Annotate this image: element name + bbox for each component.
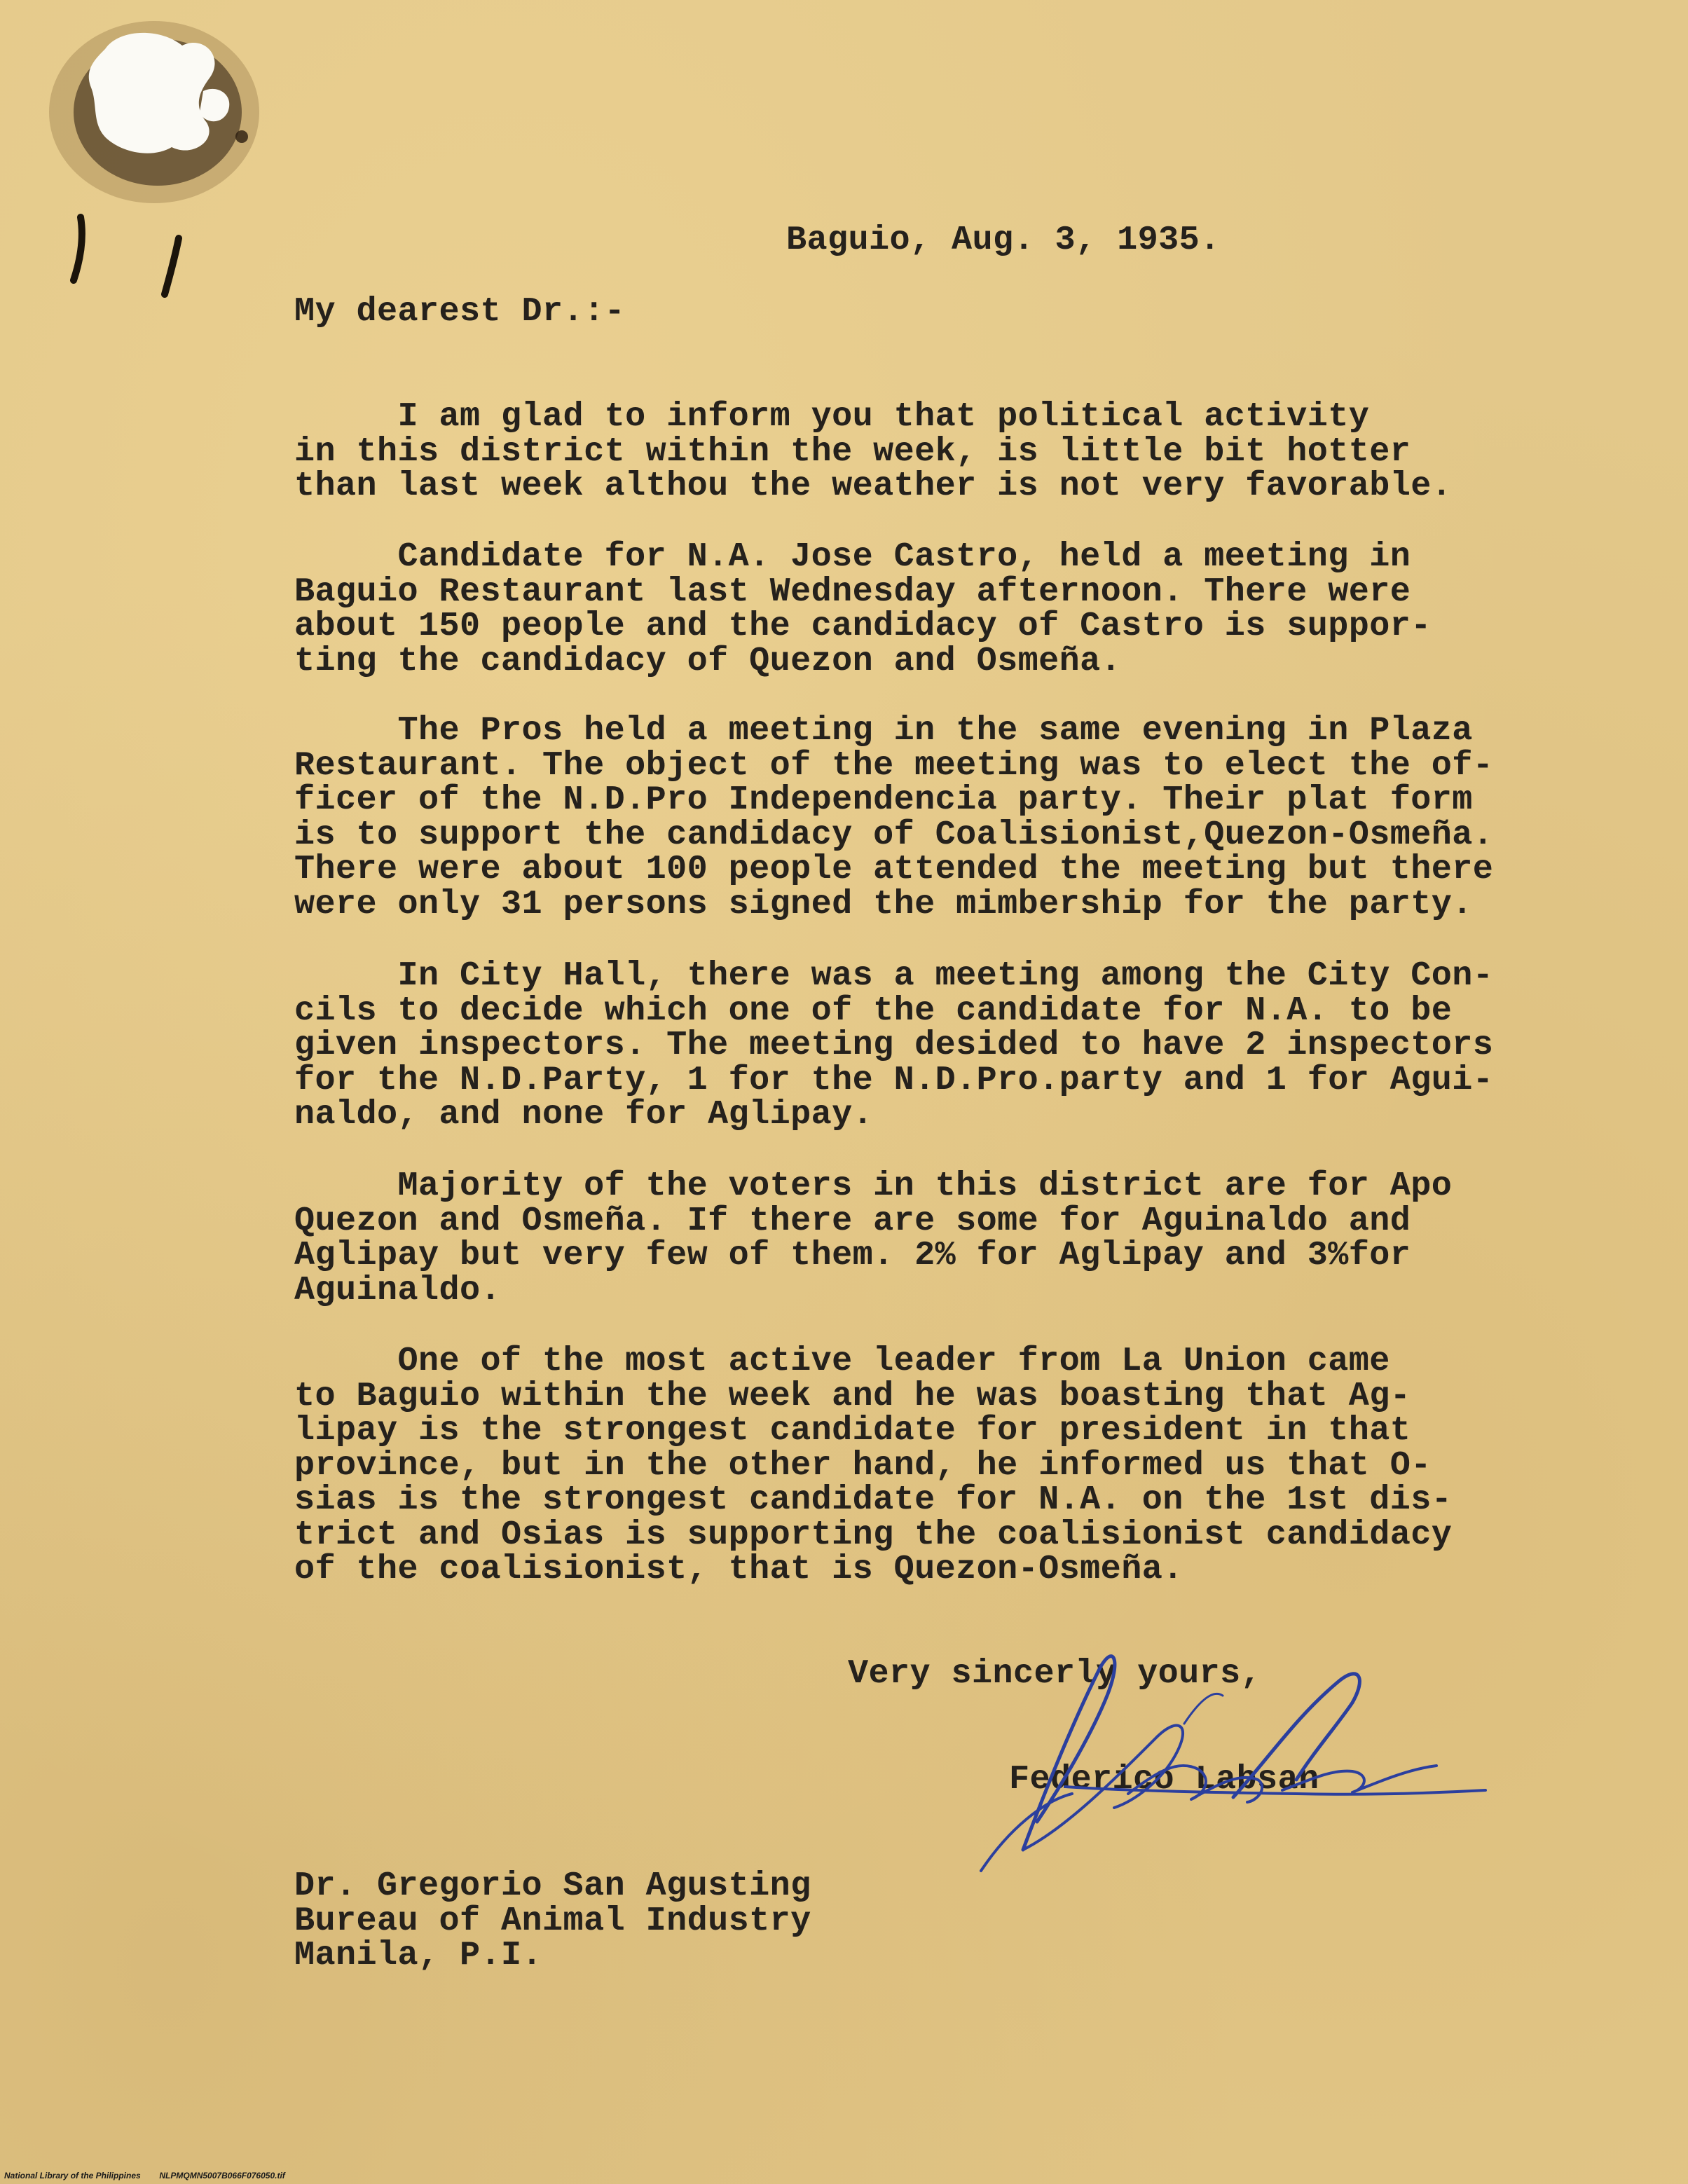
paragraph-line: Baguio Restaurant last Wednesday afternoon. There were [294, 572, 1411, 611]
paragraph-line: in this district within the week, is little bit hotter [294, 432, 1411, 471]
paragraph-line: cils to decide which one of the candidate for N.A. to be [294, 991, 1453, 1030]
paragraph-line: In City Hall, there was a meeting among the City Con- [294, 956, 1494, 995]
paragraph-line: sias is the strongest candidate for N.A. on the 1st dis- [294, 1481, 1453, 1519]
paragraph-5 [294, 1167, 1453, 1310]
burn-mark-image [42, 7, 280, 301]
dateline: Baguio, Aug. 3, 1935. [786, 221, 1221, 259]
paragraph-line: given inspectors. The meeting desided to have 2 inspectors [294, 1026, 1494, 1064]
paragraph-line: One of the most active leader from La Union came [294, 1342, 1390, 1380]
paragraph-line: The Pros held a meeting in the same evening in Plaza [294, 711, 1473, 750]
paragraph-line: I am glad to inform you that political activity [294, 397, 1370, 436]
archive-name: National Library of the Philippines [4, 2171, 141, 2180]
paragraph-line: to Baguio within the week and he was boasting that Ag- [294, 1376, 1411, 1415]
paragraph-line: province, but in the other hand, he informed us that O- [294, 1445, 1432, 1485]
paragraph-line: Majority of the voters in this district are for Apo [294, 1167, 1453, 1205]
archive-footer [4, 2171, 285, 2180]
paragraph-line: is to support the candidacy of Coalisionist,Quezon-Osmeña. [294, 815, 1494, 854]
paragraph-line: ting the candidacy of Quezon and Osmeña. [294, 641, 1122, 680]
paragraph-line: Aglipay but very few of them. 2% for Aglipay and 3%for [294, 1236, 1411, 1275]
closing: Very sincerly yours, [848, 1654, 1262, 1693]
paragraph-line: Quezon and Osmeña. If there are some for Aguinaldo and [294, 1201, 1411, 1240]
recipient-address [294, 1869, 811, 1973]
paragraph-6 [294, 1344, 1452, 1587]
paragraph-line: trict and Osias is supporting the coalisionist candidacy [294, 1515, 1453, 1554]
paragraph-line: There were about 100 people attended the meeting but there [294, 850, 1494, 888]
recipient-line: Dr. Gregorio San Agusting [294, 1867, 811, 1905]
salutation: My dearest Dr.:- [294, 292, 626, 331]
recipient-line: Manila, P.I. [294, 1936, 543, 1974]
paragraph-line: of the coalisionist, that is Quezon-Osmeña. [294, 1550, 1183, 1588]
paragraph-line: Aguinaldo. [294, 1270, 502, 1310]
paragraph-2 [294, 537, 1432, 680]
paragraph-line: about 150 people and the candidacy of Castro is suppor- [294, 607, 1432, 645]
handwritten-signature [904, 1619, 1507, 1913]
paragraph-line: Candidate for N.A. Jose Castro, held a meeting in [294, 537, 1411, 576]
signer-name: Federico Labsan [1009, 1760, 1319, 1799]
paragraph-line: for the N.D.Party, 1 for the N.D.Pro.party and 1 for Agui- [294, 1060, 1494, 1099]
paragraph-line: were only 31 persons signed the mimbership for the party. [294, 884, 1473, 923]
paragraph-line: ficer of the N.D.Pro Independencia party. Their plat form [294, 781, 1473, 819]
paragraph-line: naldo, and none for Aglipay. [294, 1095, 874, 1134]
file-id: NLPMQMN5007B066F076050.tif [159, 2171, 285, 2180]
paragraph-line: than last week althou the weather is not very favorable. [294, 467, 1453, 505]
recipient-line: Bureau of Animal Industry [294, 1901, 811, 1940]
paragraph-3 [294, 713, 1493, 921]
paragraph-line: lipay is the strongest candidate for president in that [294, 1411, 1411, 1450]
paragraph-line: Restaurant. The object of the meeting was to elect the of- [294, 746, 1494, 785]
paragraph-4 [294, 956, 1494, 1134]
paragraph-1 [294, 399, 1452, 504]
